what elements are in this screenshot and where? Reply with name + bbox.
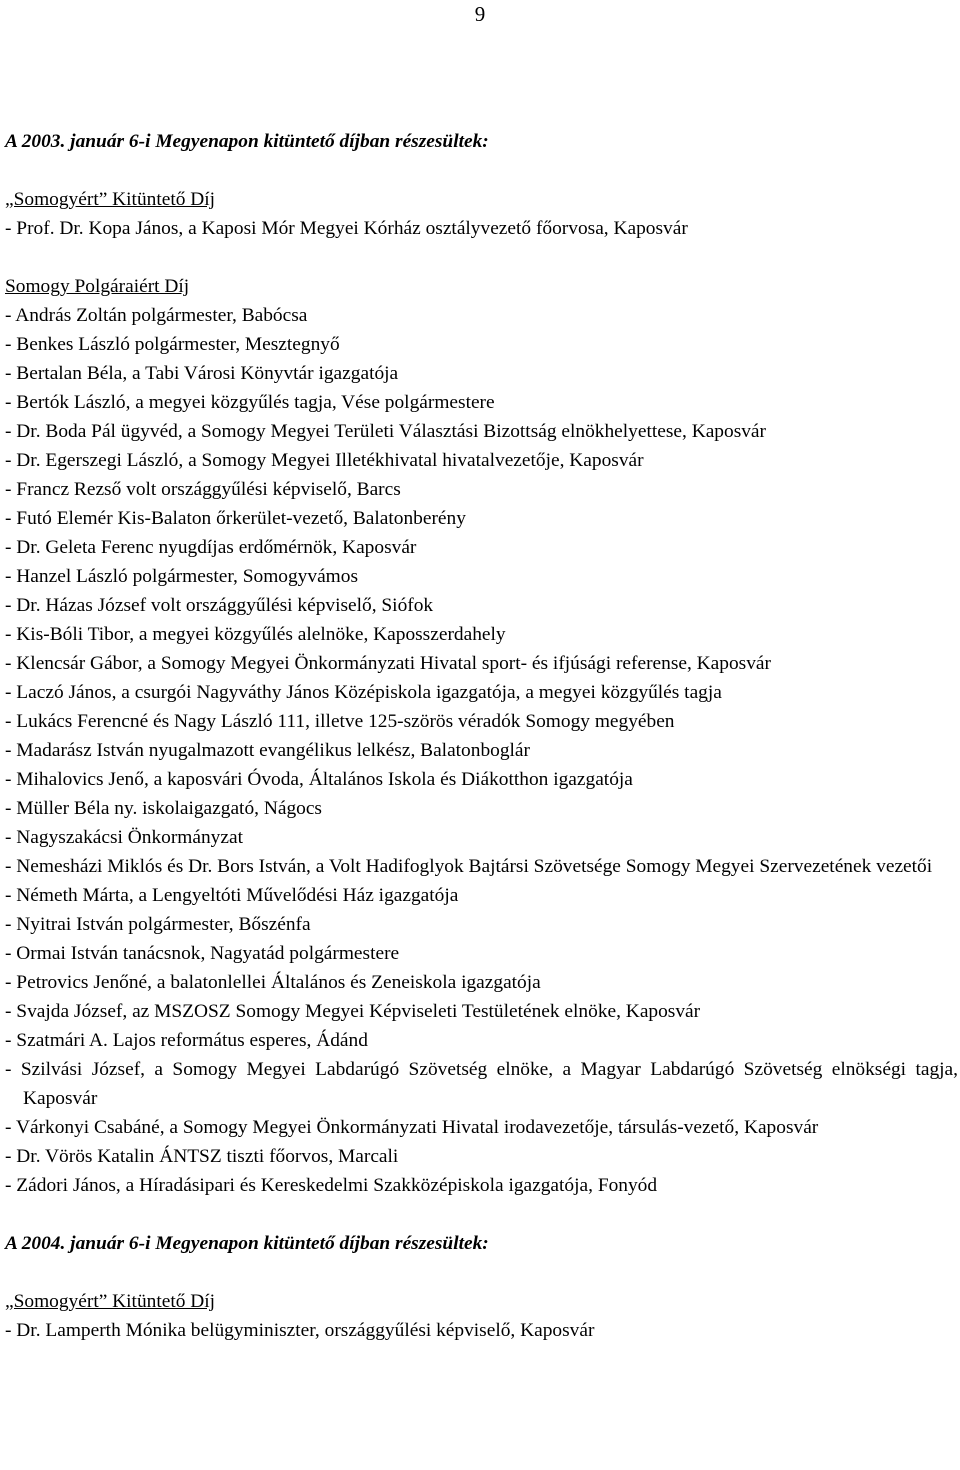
- list-item: - Hanzel László polgármester, Somogyvámos: [5, 566, 359, 587]
- list-item: - Müller Béla ny. iskolaigazgató, Nágocs: [5, 798, 322, 819]
- award-list-somogyert-2004: [5, 1316, 958, 1345]
- list-item: - Nemesházi Miklós és Dr. Bors István, a Volt Hadifoglyok Bajtársi Szövetsége Somogy Megyei Szervezetének vezetői: [5, 856, 933, 877]
- section-2004-heading: A 2004. január 6-i Megyenapon kitüntető díjban részesültek:: [5, 1233, 489, 1254]
- list-item: - Futó Elemér Kis-Balaton őrkerület-vezető, Balatonberény: [5, 508, 466, 529]
- list-item: - Szatmári A. Lajos református esperes, Ádánd: [5, 1030, 368, 1051]
- award-title-somogyert-2004: „Somogyért” Kitüntető Díj: [5, 1291, 216, 1312]
- section-2003-heading: A 2003. január 6-i Megyenapon kitüntető díjban részesültek:: [5, 131, 489, 152]
- list-item: - Klencsár Gábor, a Somogy Megyei Önkormányzati Hivatal sport- és ifjúsági referense, Kaposvár: [5, 653, 771, 674]
- list-item: - Ormai István tanácsnok, Nagyatád polgármestere: [5, 943, 400, 964]
- list-item: - Dr. Házas József volt országgyűlési képviselő, Siófok: [5, 595, 434, 616]
- list-item: - Madarász István nyugalmazott evangélikus lelkész, Balatonboglár: [5, 740, 530, 761]
- list-item: - Dr. Egerszegi László, a Somogy Megyei Illetékhivatal hivatalvezetője, Kaposvár: [5, 450, 644, 471]
- list-item: - Dr. Vörös Katalin ÁNTSZ tiszti főorvos, Marcali: [5, 1146, 399, 1167]
- list-item: - Laczó János, a csurgói Nagyváthy János Középiskola igazgatója, a megyei közgyűlés tagja: [5, 682, 722, 703]
- document-body: [5, 127, 958, 1345]
- list-item: - Svajda József, az MSZOSZ Somogy Megyei Képviseleti Testületének elnöke, Kaposvár: [5, 1001, 701, 1022]
- award-title-somogy-polgaraiert-2003: Somogy Polgáraiért Díj: [5, 276, 190, 297]
- award-list-somogy-polgaraiert-2003: [5, 301, 958, 1200]
- list-item: - Dr. Boda Pál ügyvéd, a Somogy Megyei Területi Választási Bizottság elnökhelyettese, Kaposvár: [5, 421, 766, 442]
- list-item: - Lukács Ferencné és Nagy László 111, illetve 125-szörös véradók Somogy megyében: [5, 711, 675, 732]
- list-item: - Bertalan Béla, a Tabi Városi Könyvtár igazgatója: [5, 363, 399, 384]
- list-item: - Dr. Lamperth Mónika belügyminiszter, országgyűlési képviselő, Kaposvár: [5, 1320, 595, 1341]
- list-item: - Várkonyi Csabáné, a Somogy Megyei Önkormányzati Hivatal irodavezetője, társulás-vezető, Kaposvár: [5, 1117, 819, 1138]
- list-item: - Francz Rezső volt országgyűlési képviselő, Barcs: [5, 479, 401, 500]
- list-item: - Mihalovics Jenő, a kaposvári Óvoda, Általános Iskola és Diákotthon igazgatója: [5, 769, 633, 790]
- list-item: - Kis-Bóli Tibor, a megyei közgyűlés alelnöke, Kaposszerdahely: [5, 624, 506, 645]
- list-item: - Nyitrai István polgármester, Bőszénfa: [5, 914, 311, 935]
- list-item: - Benkes László polgármester, Mesztegnyő: [5, 334, 340, 355]
- page-number: 9: [474, 2, 486, 26]
- list-item: - Petrovics Jenőné, a balatonlellei Általános és Zeneiskola igazgatója: [5, 972, 541, 993]
- award-title-somogyert-2003: „Somogyért” Kitüntető Díj: [5, 189, 216, 210]
- list-item: - Bertók László, a megyei közgyűlés tagja, Vése polgármestere: [5, 392, 495, 413]
- list-item: - Nagyszakácsi Önkormányzat: [5, 827, 243, 848]
- list-item: - Zádori János, a Híradásipari és Kereskedelmi Szakközépiskola igazgatója, Fonyód: [5, 1175, 658, 1196]
- list-item: - Németh Márta, a Lengyeltóti Művelődési Ház igazgatója: [5, 885, 459, 906]
- list-item: - Szilvási József, a Somogy Megyei Labdarúgó Szövetség elnöke, a Magyar Labdarúgó Szövetség elnökségi tagja, Kaposvár: [5, 1059, 958, 1109]
- list-item: - Prof. Dr. Kopa János, a Kaposi Mór Megyei Kórház osztályvezető főorvosa, Kaposvár: [5, 218, 688, 239]
- award-list-somogyert-2003: [5, 214, 958, 243]
- list-item: - Dr. Geleta Ferenc nyugdíjas erdőmérnök, Kaposvár: [5, 537, 417, 558]
- list-item: - András Zoltán polgármester, Babócsa: [5, 305, 308, 326]
